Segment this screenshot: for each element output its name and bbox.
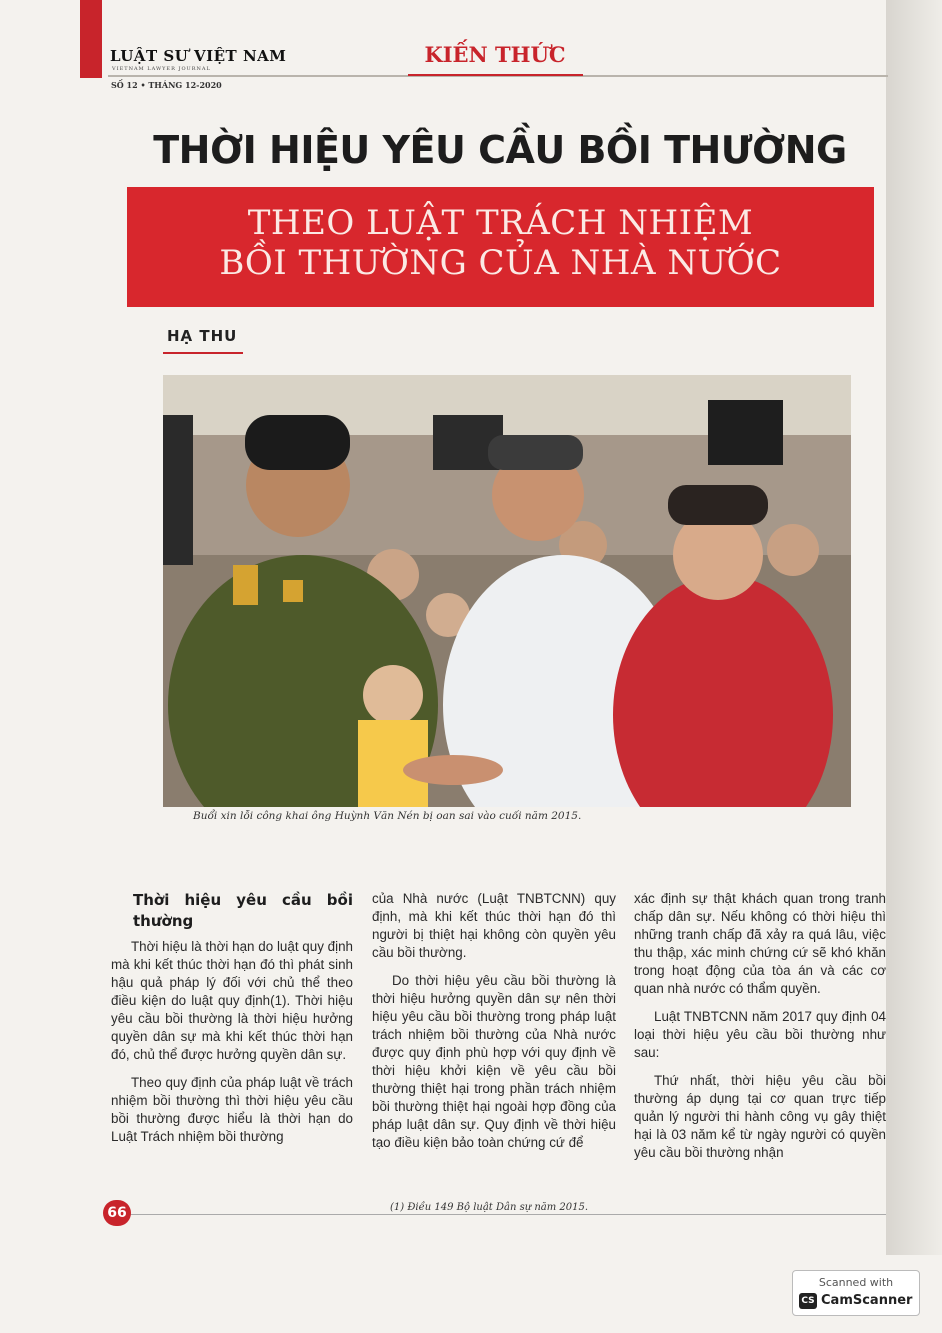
masthead-subtitle: VIETNAM LAWYER JOURNAL — [112, 66, 211, 72]
issue-number: SỐ 12 • THÁNG 12-2020 — [111, 80, 222, 90]
article-title: THỜI HIỆU YÊU CẦU BỒI THƯỜNG — [153, 128, 847, 172]
watermark-caption: Scanned with — [818, 1276, 894, 1289]
paragraph: Do thời hiệu yêu cầu bồi thường là thời hiệu hưởng quyền dân sự nên thời hiệu yêu cầu bồi thường trong pháp luật trách nhiệm bồi thường của Nhà nước được quy định phù hợp với quy định về thời hiệu khởi kiện về yêu cầu bồi thường thiệt hại trong phần trách nhiệm bồi thường thiệt hại ngoài hợp đồng của pháp luật dân sự. Quy định về thời hiệu tạo điều kiện bảo toàn chứng cứ để — [372, 973, 616, 1150]
photo-caption: Buổi xin lỗi công khai ông Huỳnh Văn Nén bị oan sai vào cuối năm 2015. — [193, 810, 582, 822]
photo-illustration — [163, 375, 851, 807]
paragraph: Thời hiệu là thời hạn do luật quy định mà khi kết thúc thời hạn đó thì phát sinh hậu quả pháp lý đối với chủ thể theo điều kiện do luật quy định(1). Thời hiệu yêu cầu bồi thường là thời hiệu hưởng quyền dân sự mà khi kết thúc thời hạn đó, chủ thể được hưởng quyền dân sự. — [111, 939, 353, 1062]
camscanner-watermark — [792, 1270, 920, 1316]
article-photo — [163, 375, 851, 807]
text-column-1 — [111, 890, 353, 1156]
author-underline — [163, 352, 243, 354]
title-line-2: THEO LUẬT TRÁCH NHIỆM — [247, 203, 754, 243]
title-banner — [127, 187, 874, 307]
paragraph: xác định sự thật khách quan trong tranh chấp dân sự. Nếu không có thời hiệu thì những tranh chấp đã xảy ra quá lâu, việc thu thập, xác minh chứng cứ sẽ khó khăn trong hoạt động của tòa án và các cơ quan nhà nước có thẩm quyền. — [634, 891, 886, 996]
adjacent-page-shadow — [886, 0, 942, 1255]
title-line-3: BỒI THƯỜNG CỦA NHÀ NƯỚC — [219, 243, 782, 283]
watermark-brand: CamScanner — [821, 1293, 913, 1308]
section-title: KIẾN THỨC — [424, 42, 566, 67]
red-page-tab — [80, 0, 102, 78]
masthead: LUẬT SƯ VIỆT NAM — [110, 47, 287, 65]
subheading: Thời hiệu yêu cầu bồi thường — [133, 891, 353, 930]
text-column-3 — [634, 890, 886, 1172]
page-number: 66 — [103, 1200, 131, 1226]
paragraph: Thứ nhất, thời hiệu yêu cầu bồi thường áp dụng tại cơ quan trực tiếp quản lý người thi hành công vụ gây thiệt hại là 03 năm kể từ ngày người có quyền yêu cầu bồi thường nhận — [634, 1073, 886, 1160]
paragraph: Luật TNBTCNN năm 2017 quy định 04 loại thời hiệu yêu cầu bồi thường như sau: — [634, 1009, 886, 1060]
camscanner-logo-icon: CS — [799, 1293, 817, 1309]
paragraph: Theo quy định của pháp luật về trách nhiệm bồi thường thì thời hiệu yêu cầu bồi thường được hiểu là thời hạn do Luật Trách nhiệm bồi thường — [111, 1075, 353, 1144]
author-byline: HẠ THU — [167, 327, 238, 345]
footnote: (1) Điều 149 Bộ luật Dân sự năm 2015. — [390, 1202, 589, 1213]
text-column-2 — [372, 890, 616, 1162]
paragraph: của Nhà nước (Luật TNBTCNN) quy định, mà khi kết thúc thời hạn đó thì người bị thiệt hại không còn quyền yêu cầu bồi thường. — [372, 891, 616, 960]
footer-rule — [128, 1214, 886, 1215]
section-underline — [408, 74, 583, 76]
